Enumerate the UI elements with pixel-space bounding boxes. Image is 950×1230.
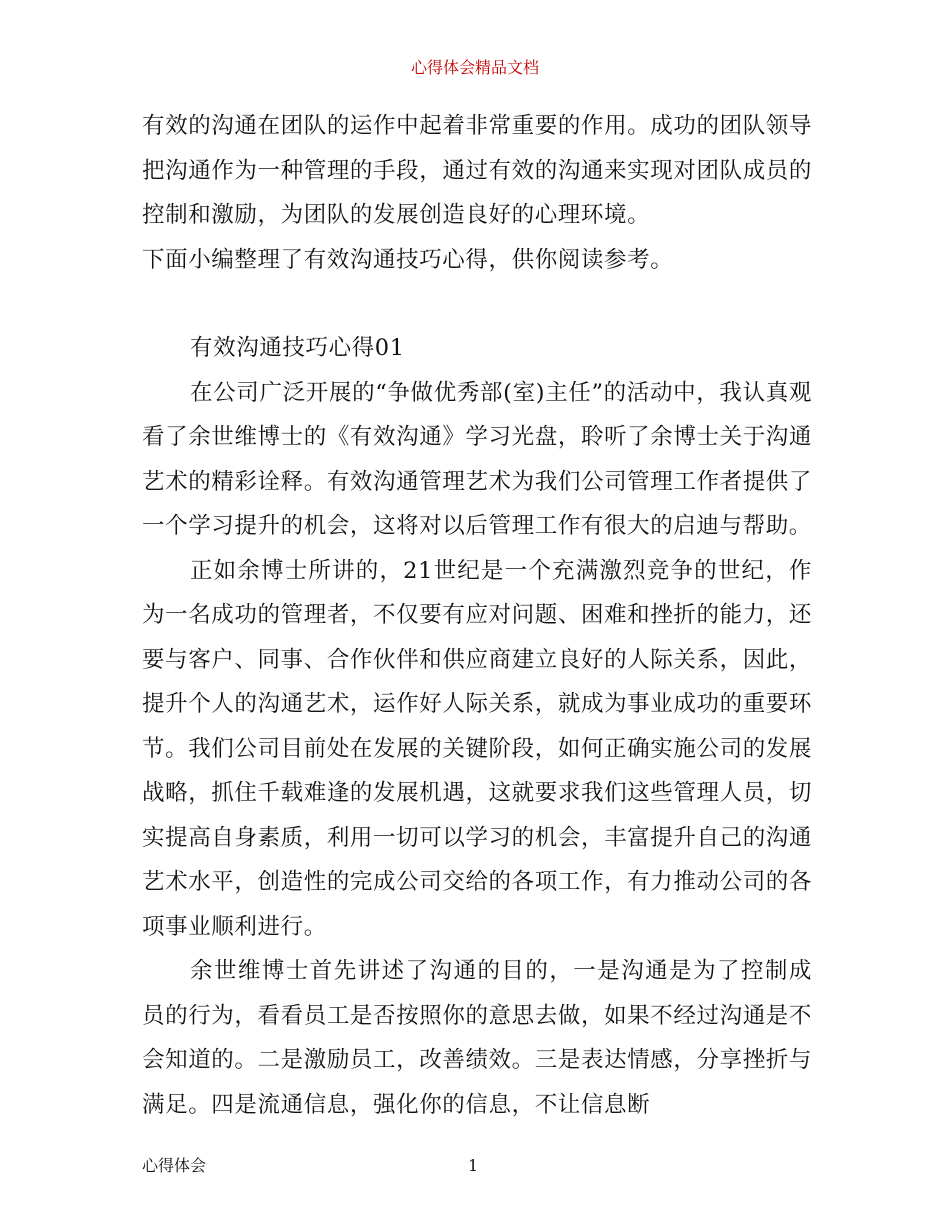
page-number: 1 (468, 1156, 479, 1175)
document-body (142, 104, 812, 1127)
paragraph-spacer (142, 282, 812, 326)
body-paragraph-3: 余世维博士首先讲述了沟通的目的，一是沟通是为了控制成员的行为，看看员工是否按照你的意思去做，如果不经过沟通是不会知道的。二是激励员工，改善绩效。三是表达情感，分享挫折与满足。四是流通信息，强化你的信息，不让信息断 (142, 958, 812, 1118)
section-heading: 有效沟通技巧心得01 (190, 335, 405, 361)
body-paragraph-2: 正如余博士所讲的，21世纪是一个充满激烈竞争的世纪，作为一名成功的管理者，不仅要有应对问题、困难和挫折的能力，还要与客户、同事、合作伙伴和供应商建立良好的人际关系，因此，提升个人的沟通艺术，运作好人际关系，就成为事业成功的重要环节。我们公司目前处在发展的关键阶段，如何正确实施公司的发展战略，抓住千载难逢的发展机遇，这就要求我们这些管理人员，切实提高自身素质，利用一切可以学习的机会，丰富提升自己的沟通艺术水平，创造性的完成公司交给的各项工作，有力推动公司的各项事业顺利进行。 (142, 557, 812, 940)
intro-paragraph: 有效的沟通在团队的运作中起着非常重要的作用。成功的团队领导把沟通作为一种管理的手段，通过有效的沟通来实现对团队成员的控制和激励，为团队的发展创造良好的心理环境。 (142, 113, 812, 228)
body-paragraph-1: 在公司广泛开展的“争做优秀部(室)主任”的活动中，我认真观看了余世维博士的《有效沟通》学习光盘，聆听了余博士关于沟通艺术的精彩诠释。有效沟通管理艺术为我们公司管理工作者提供了一个学习提升的机会，这将对以后管理工作有很大的启迪与帮助。 (142, 379, 812, 539)
footer-label: 心得体会 (142, 1156, 207, 1175)
document-header: 心得体会精品文档 (410, 58, 539, 77)
intro-line: 下面小编整理了有效沟通技巧心得，供你阅读参考。 (142, 246, 674, 273)
